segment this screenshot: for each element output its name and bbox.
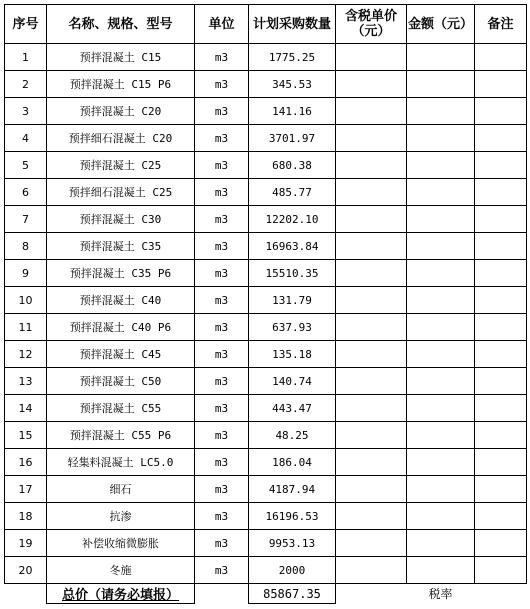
row-no: 13 bbox=[5, 368, 47, 395]
row-unit-price[interactable] bbox=[336, 98, 407, 125]
row-no: 1 bbox=[5, 44, 47, 71]
row-unit: m3 bbox=[195, 206, 249, 233]
row-remark[interactable] bbox=[475, 71, 527, 98]
row-unit-price[interactable] bbox=[336, 71, 407, 98]
row-no: 8 bbox=[5, 233, 47, 260]
total-gap bbox=[195, 584, 249, 604]
table-row bbox=[5, 341, 527, 368]
table-row bbox=[5, 530, 527, 557]
table-row bbox=[5, 314, 527, 341]
row-remark[interactable] bbox=[475, 260, 527, 287]
row-qty: 16963.84 bbox=[249, 233, 336, 260]
row-remark[interactable] bbox=[475, 179, 527, 206]
row-unit-price[interactable] bbox=[336, 206, 407, 233]
row-qty: 637.93 bbox=[249, 314, 336, 341]
row-name: 轻集料混凝土 LC5.0 bbox=[47, 449, 195, 476]
row-unit-price[interactable] bbox=[336, 125, 407, 152]
row-unit: m3 bbox=[195, 314, 249, 341]
row-no: 20 bbox=[5, 557, 47, 584]
row-name: 补偿收缩微膨胀 bbox=[47, 530, 195, 557]
row-amount[interactable] bbox=[407, 449, 475, 476]
row-qty: 16196.53 bbox=[249, 503, 336, 530]
row-qty: 12202.10 bbox=[249, 206, 336, 233]
row-amount[interactable] bbox=[407, 422, 475, 449]
procurement-table bbox=[4, 4, 527, 604]
header-row bbox=[5, 5, 527, 44]
row-remark[interactable] bbox=[475, 395, 527, 422]
row-no: 12 bbox=[5, 341, 47, 368]
row-name: 预拌混凝土 C15 P6 bbox=[47, 71, 195, 98]
row-remark[interactable] bbox=[475, 341, 527, 368]
row-remark[interactable] bbox=[475, 233, 527, 260]
table-row bbox=[5, 557, 527, 584]
row-unit: m3 bbox=[195, 368, 249, 395]
row-no: 7 bbox=[5, 206, 47, 233]
row-no: 11 bbox=[5, 314, 47, 341]
row-name: 预拌混凝土 C45 bbox=[47, 341, 195, 368]
row-unit: m3 bbox=[195, 449, 249, 476]
row-amount[interactable] bbox=[407, 233, 475, 260]
row-unit: m3 bbox=[195, 44, 249, 71]
row-unit: m3 bbox=[195, 98, 249, 125]
row-no: 4 bbox=[5, 125, 47, 152]
row-name: 预拌混凝土 C20 bbox=[47, 98, 195, 125]
row-unit-price[interactable] bbox=[336, 449, 407, 476]
row-remark[interactable] bbox=[475, 44, 527, 71]
row-unit: m3 bbox=[195, 557, 249, 584]
total-value: 85867.35 bbox=[249, 584, 336, 604]
table-row bbox=[5, 125, 527, 152]
row-unit-price[interactable] bbox=[336, 395, 407, 422]
row-unit-price[interactable] bbox=[336, 476, 407, 503]
table-row bbox=[5, 152, 527, 179]
row-remark[interactable] bbox=[475, 314, 527, 341]
row-qty: 3701.97 bbox=[249, 125, 336, 152]
row-unit: m3 bbox=[195, 179, 249, 206]
header-unit: 单位 bbox=[195, 5, 249, 44]
row-unit: m3 bbox=[195, 233, 249, 260]
row-qty: 15510.35 bbox=[249, 260, 336, 287]
row-unit-price[interactable] bbox=[336, 503, 407, 530]
row-amount[interactable] bbox=[407, 530, 475, 557]
row-amount[interactable] bbox=[407, 341, 475, 368]
row-remark[interactable] bbox=[475, 449, 527, 476]
row-name: 预拌混凝土 C55 P6 bbox=[47, 422, 195, 449]
row-qty: 443.47 bbox=[249, 395, 336, 422]
row-qty: 135.18 bbox=[249, 341, 336, 368]
row-remark[interactable] bbox=[475, 287, 527, 314]
total-label: 总价（请务必填报） bbox=[47, 584, 195, 604]
row-no: 15 bbox=[5, 422, 47, 449]
row-no: 6 bbox=[5, 179, 47, 206]
total-row bbox=[5, 584, 527, 604]
header-amount: 金额（元） bbox=[407, 5, 475, 44]
row-amount[interactable] bbox=[407, 71, 475, 98]
row-unit: m3 bbox=[195, 422, 249, 449]
row-no: 9 bbox=[5, 260, 47, 287]
row-name: 预拌细石混凝土 C25 bbox=[47, 179, 195, 206]
row-amount[interactable] bbox=[407, 125, 475, 152]
row-amount[interactable] bbox=[407, 44, 475, 71]
table-row bbox=[5, 44, 527, 71]
row-remark[interactable] bbox=[475, 152, 527, 179]
row-qty: 345.53 bbox=[249, 71, 336, 98]
row-unit-price[interactable] bbox=[336, 530, 407, 557]
row-name: 预拌混凝土 C35 P6 bbox=[47, 260, 195, 287]
row-unit-price[interactable] bbox=[336, 557, 407, 584]
row-amount[interactable] bbox=[407, 395, 475, 422]
row-unit-price[interactable] bbox=[336, 368, 407, 395]
row-remark[interactable] bbox=[475, 503, 527, 530]
row-qty: 680.38 bbox=[249, 152, 336, 179]
row-qty: 141.16 bbox=[249, 98, 336, 125]
row-qty: 131.79 bbox=[249, 287, 336, 314]
row-amount[interactable] bbox=[407, 287, 475, 314]
row-name: 细石 bbox=[47, 476, 195, 503]
row-remark[interactable] bbox=[475, 557, 527, 584]
table-row bbox=[5, 476, 527, 503]
row-name: 预拌混凝土 C15 bbox=[47, 44, 195, 71]
row-unit: m3 bbox=[195, 71, 249, 98]
row-no: 16 bbox=[5, 449, 47, 476]
tax-value bbox=[475, 584, 527, 604]
table-row bbox=[5, 179, 527, 206]
header-name: 名称、规格、型号 bbox=[47, 5, 195, 44]
table-row bbox=[5, 395, 527, 422]
row-qty: 48.25 bbox=[249, 422, 336, 449]
row-amount[interactable] bbox=[407, 368, 475, 395]
row-unit: m3 bbox=[195, 503, 249, 530]
row-name: 预拌混凝土 C35 bbox=[47, 233, 195, 260]
row-qty: 9953.13 bbox=[249, 530, 336, 557]
row-remark[interactable] bbox=[475, 368, 527, 395]
table-row bbox=[5, 422, 527, 449]
row-unit: m3 bbox=[195, 260, 249, 287]
table-row bbox=[5, 503, 527, 530]
row-unit: m3 bbox=[195, 287, 249, 314]
row-unit: m3 bbox=[195, 152, 249, 179]
table-row bbox=[5, 260, 527, 287]
table-row bbox=[5, 287, 527, 314]
row-unit-price[interactable] bbox=[336, 287, 407, 314]
row-amount[interactable] bbox=[407, 260, 475, 287]
row-amount[interactable] bbox=[407, 557, 475, 584]
total-gap-2 bbox=[336, 584, 407, 604]
row-qty: 485.77 bbox=[249, 179, 336, 206]
row-qty: 140.74 bbox=[249, 368, 336, 395]
table-row bbox=[5, 368, 527, 395]
row-unit-price[interactable] bbox=[336, 314, 407, 341]
row-unit: m3 bbox=[195, 125, 249, 152]
header-qty: 计划采购数量 bbox=[249, 5, 336, 44]
table-row bbox=[5, 233, 527, 260]
row-remark[interactable] bbox=[475, 422, 527, 449]
row-unit-price[interactable] bbox=[336, 152, 407, 179]
row-no: 10 bbox=[5, 287, 47, 314]
row-name: 预拌混凝土 C40 P6 bbox=[47, 314, 195, 341]
row-unit-price[interactable] bbox=[336, 422, 407, 449]
row-unit: m3 bbox=[195, 530, 249, 557]
table-row bbox=[5, 71, 527, 98]
total-spacer bbox=[5, 584, 47, 604]
row-amount[interactable] bbox=[407, 179, 475, 206]
header-remark: 备注 bbox=[475, 5, 527, 44]
row-qty: 1775.25 bbox=[249, 44, 336, 71]
row-no: 2 bbox=[5, 71, 47, 98]
table-row bbox=[5, 206, 527, 233]
table-row bbox=[5, 98, 527, 125]
row-remark[interactable] bbox=[475, 98, 527, 125]
row-name: 预拌混凝土 C55 bbox=[47, 395, 195, 422]
row-amount[interactable] bbox=[407, 503, 475, 530]
row-qty: 2000 bbox=[249, 557, 336, 584]
row-amount[interactable] bbox=[407, 314, 475, 341]
row-unit-price[interactable] bbox=[336, 179, 407, 206]
row-unit: m3 bbox=[195, 341, 249, 368]
row-amount[interactable] bbox=[407, 476, 475, 503]
row-name: 抗渗 bbox=[47, 503, 195, 530]
row-unit: m3 bbox=[195, 395, 249, 422]
header-unit-price: 含税单价（元） bbox=[336, 5, 407, 44]
row-name: 预拌混凝土 C40 bbox=[47, 287, 195, 314]
row-no: 3 bbox=[5, 98, 47, 125]
row-no: 19 bbox=[5, 530, 47, 557]
table-row bbox=[5, 449, 527, 476]
row-unit: m3 bbox=[195, 476, 249, 503]
row-qty: 4187.94 bbox=[249, 476, 336, 503]
row-unit-price[interactable] bbox=[336, 341, 407, 368]
row-remark[interactable] bbox=[475, 530, 527, 557]
tax-label: 税率 bbox=[428, 587, 453, 602]
row-unit-price[interactable] bbox=[336, 44, 407, 71]
row-name: 预拌混凝土 C30 bbox=[47, 206, 195, 233]
row-no: 18 bbox=[5, 503, 47, 530]
row-no: 17 bbox=[5, 476, 47, 503]
row-no: 14 bbox=[5, 395, 47, 422]
row-no: 5 bbox=[5, 152, 47, 179]
row-remark[interactable] bbox=[475, 476, 527, 503]
row-qty: 186.04 bbox=[249, 449, 336, 476]
row-name: 冬施 bbox=[47, 557, 195, 584]
row-remark[interactable] bbox=[475, 125, 527, 152]
row-name: 预拌混凝土 C50 bbox=[47, 368, 195, 395]
row-amount[interactable] bbox=[407, 206, 475, 233]
row-amount[interactable] bbox=[407, 152, 475, 179]
row-name: 预拌混凝土 C25 bbox=[47, 152, 195, 179]
row-amount[interactable] bbox=[407, 98, 475, 125]
row-unit-price[interactable] bbox=[336, 260, 407, 287]
row-remark[interactable] bbox=[475, 206, 527, 233]
header-no: 序号 bbox=[5, 5, 47, 44]
row-name: 预拌细石混凝土 C20 bbox=[47, 125, 195, 152]
row-unit-price[interactable] bbox=[336, 233, 407, 260]
